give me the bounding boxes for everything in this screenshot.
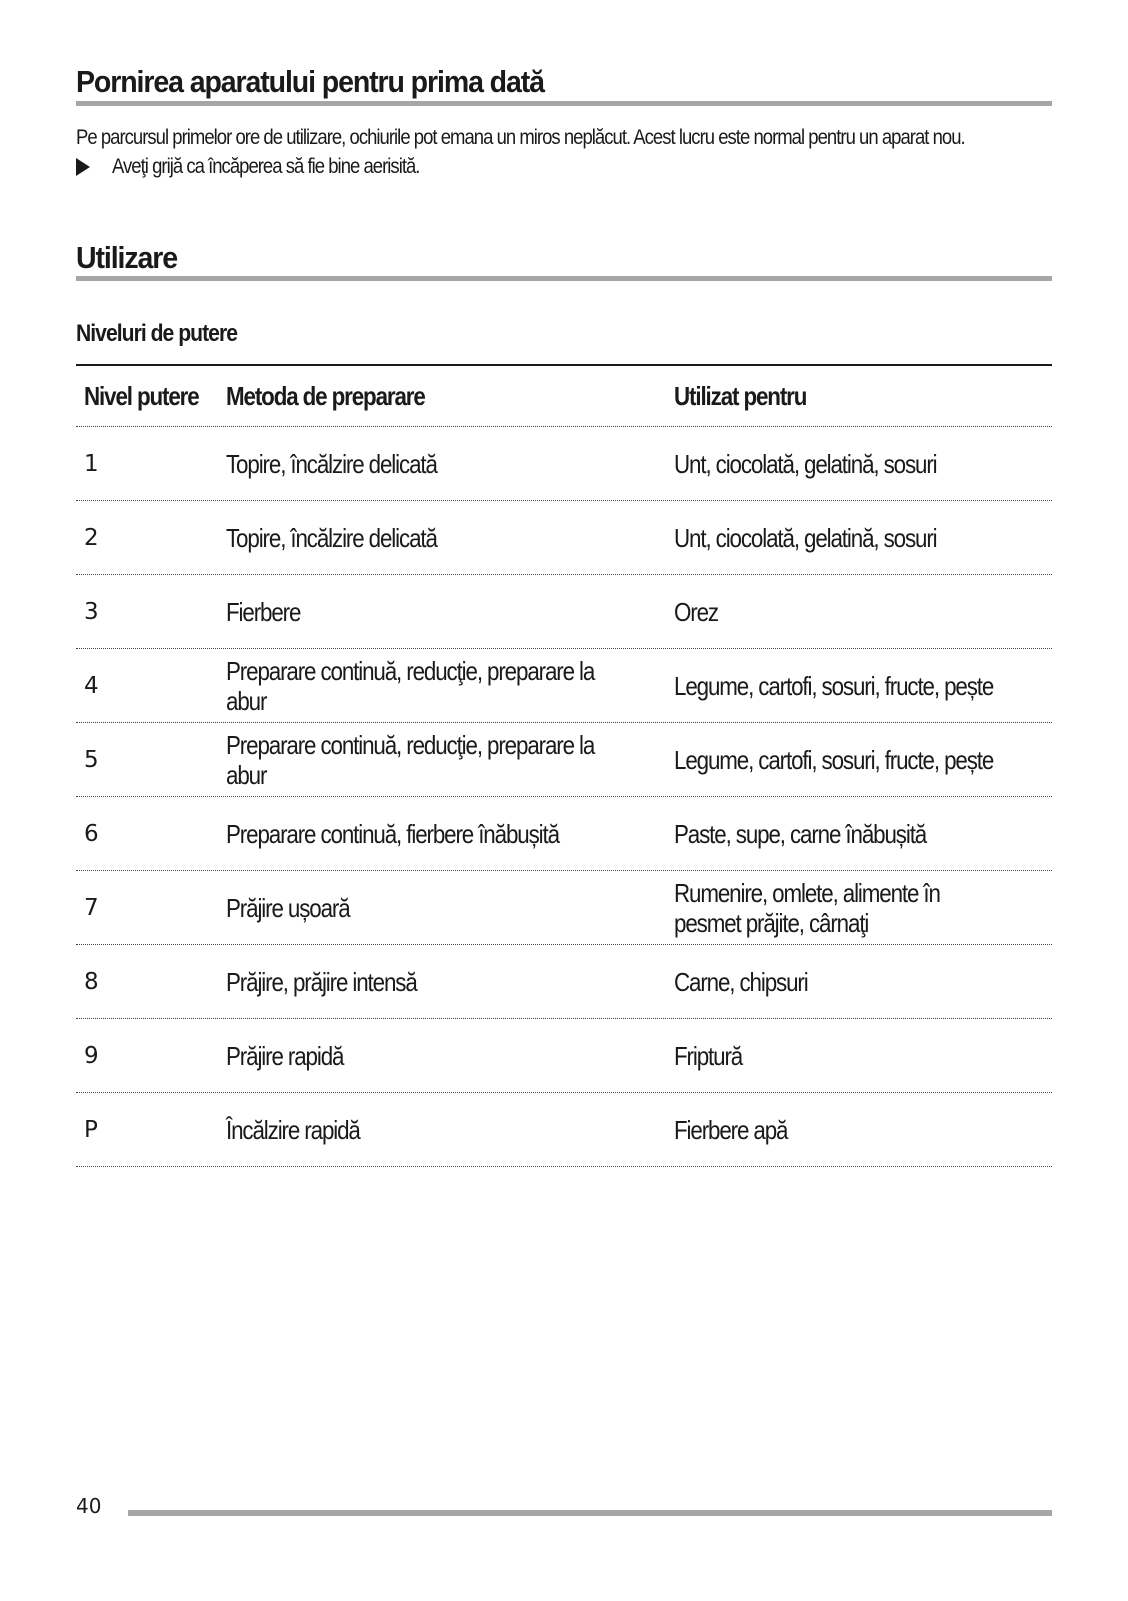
cell-use: Legume, cartofi, sosuri, fructe, pește — [674, 670, 994, 701]
subsection-title: Niveluri de putere — [76, 320, 237, 347]
cell-method: Preparare continuă, reducţie, preparare la abur — [226, 729, 595, 790]
cell-use: Rumenire, omlete, alimente în pesmet prăjite, cârnaţi — [674, 877, 940, 938]
section-divider — [76, 276, 1052, 281]
cell-use: Unt, ciocolată, gelatină, sosuri — [674, 522, 937, 553]
cell-use: Carne, chipsuri — [674, 966, 808, 997]
table-row — [76, 1019, 1052, 1093]
table-row — [76, 501, 1052, 575]
cell-method: Topire, încălzire delicată — [226, 522, 437, 553]
cell-level: 6 — [84, 820, 99, 847]
section-divider — [76, 101, 1052, 106]
table-header-row — [76, 366, 1052, 427]
cell-use: Fierbere apă — [674, 1114, 788, 1145]
cell-level: 9 — [84, 1042, 99, 1069]
table-row — [76, 427, 1052, 501]
table-row — [76, 723, 1052, 797]
page-number: 40 — [76, 1494, 102, 1518]
cell-method: Topire, încălzire delicată — [226, 448, 437, 479]
cell-level: 7 — [84, 894, 99, 921]
header-method: Metoda de preparare — [226, 381, 425, 411]
cell-method: Preparare continuă, fierbere înăbușită — [226, 818, 559, 849]
intro-paragraph: Pe parcursul primelor ore de utilizare, ochiurile pot emana un miros neplăcut. Acest lucru este normal pentru un aparat nou. — [76, 126, 965, 149]
cell-level: 3 — [84, 598, 99, 625]
cell-method: Prăjire ușoară — [226, 892, 350, 923]
cell-level: 8 — [84, 968, 99, 995]
cell-method: Prăjire rapidă — [226, 1040, 344, 1071]
cell-level: 1 — [84, 450, 99, 477]
cell-method: Încălzire rapidă — [226, 1114, 360, 1145]
cell-method: Prăjire, prăjire intensă — [226, 966, 417, 997]
table-row — [76, 797, 1052, 871]
section-title-first-use: Pornirea aparatului pentru prima dată — [76, 64, 544, 99]
instruction-text: Aveţi grijă ca încăperea să fie bine aerisită. — [112, 155, 420, 178]
table-row — [76, 1093, 1052, 1167]
table-row — [76, 945, 1052, 1019]
header-use: Utilizat pentru — [674, 381, 807, 411]
cell-method: Fierbere — [226, 596, 301, 627]
table-row — [76, 871, 1052, 945]
section-title-usage: Utilizare — [76, 240, 178, 275]
power-levels-table — [76, 366, 1052, 1167]
cell-level: 5 — [84, 746, 99, 773]
header-level: Nivel putere — [84, 381, 199, 411]
footer-rule — [128, 1510, 1052, 1516]
table-row — [76, 649, 1052, 723]
cell-use: Orez — [674, 596, 718, 627]
cell-use: Paste, supe, carne înăbușită — [674, 818, 927, 849]
cell-use: Friptură — [674, 1040, 743, 1071]
cell-method: Preparare continuă, reducţie, preparare la abur — [226, 655, 595, 716]
triangle-bullet-icon — [76, 158, 90, 176]
instruction-bullet — [76, 152, 461, 182]
table-row — [76, 575, 1052, 649]
cell-level: 4 — [84, 672, 99, 699]
cell-use: Legume, cartofi, sosuri, fructe, pește — [674, 744, 994, 775]
cell-use: Unt, ciocolată, gelatină, sosuri — [674, 448, 937, 479]
cell-level: 2 — [84, 524, 99, 551]
cell-level: P — [84, 1116, 98, 1143]
